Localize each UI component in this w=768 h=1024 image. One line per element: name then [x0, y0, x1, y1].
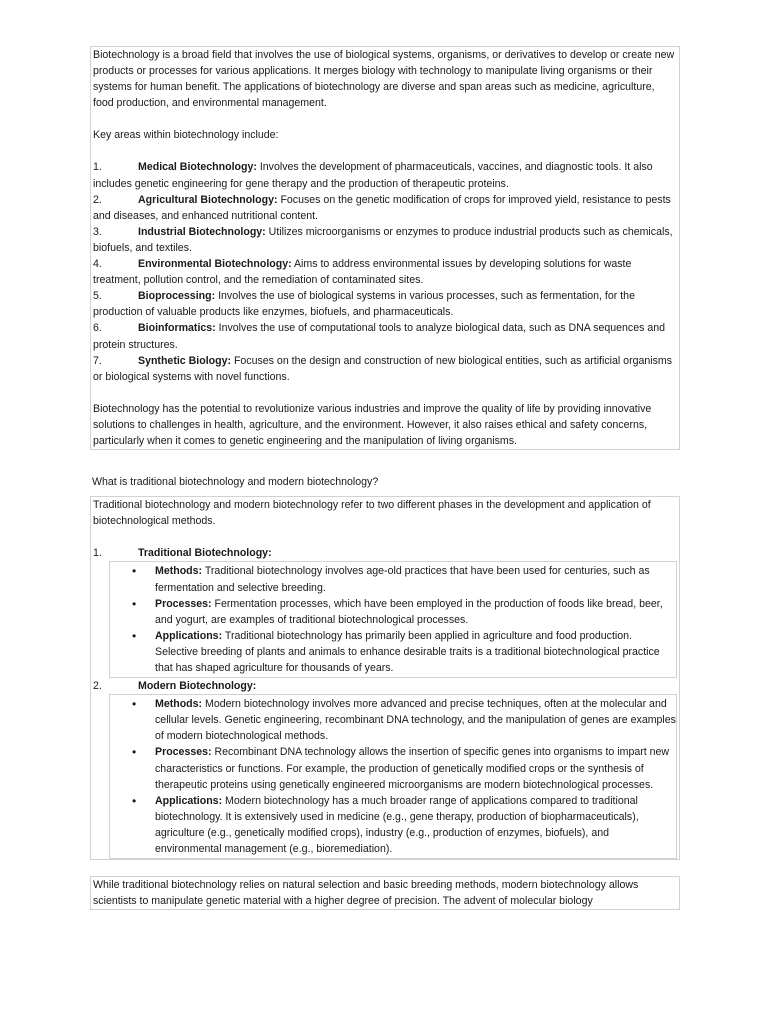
list-item: 4. Environmental Biotechnology: Aims to address environmental issues by developing solutions for waste treatment, pollution control, and the remediation of contaminated sites.	[93, 258, 632, 287]
list-item: 2. Agricultural Biotechnology: Focuses on the genetic modification of crops for improved yield, resistance to pests and diseases, and enhanced nutritional content.	[93, 193, 671, 222]
intro-closing: Biotechnology has the potential to revolutionize various industries and improve the quality of life by providing innovative solutions to challenges in health, agriculture, and the environment. However, it also raises ethical and safety concerns, particularly when it comes to genetic engineering and the manipulation of living organisms.	[93, 402, 652, 447]
list-item: 7. Synthetic Biology: Focuses on the design and construction of new biological entities, such as artificial organisms or biological systems with novel functions.	[93, 354, 673, 383]
list-item: • Applications: Traditional biotechnology has primarily been applied in agriculture and food production. Selective breeding of plants and animals to enhance desirable traits is a traditional biotechnological practice that has shaped agriculture for thousands of years.	[110, 628, 676, 676]
modern-bullets	[109, 694, 677, 859]
section-title-modern: 2. Modern Biotechnology:	[93, 680, 257, 693]
question-heading: What is traditional biotechnology and modern biotechnology?	[92, 476, 379, 489]
list-item: 5. Bioprocessing: Involves the use of biological systems in various processes, such as fermentation, for the production of valuable products like enzymes, biofuels, and pharmaceuticals.	[93, 290, 635, 319]
section-title-traditional: 1. Traditional Biotechnology:	[93, 547, 272, 560]
list-item: 6. Bioinformatics: Involves the use of computational tools to analyze biological data, such as DNA sequences and protein structures.	[93, 322, 666, 351]
final-section	[90, 876, 680, 910]
key-areas-heading: Key areas within biotechnology include:	[93, 129, 279, 142]
intro-paragraph: Biotechnology is a broad field that involves the use of biological systems, organisms, or derivatives to develop or create new products or processes for various applications. It merges biology with technology to manipulate living organisms or their systems for human benefit. The applications of biotechnology are diverse and span areas such as medicine, agriculture, food production, and environmental management.	[93, 49, 675, 110]
list-item: • Applications: Modern biotechnology has a much broader range of applications compared to traditional biotechnology. It is extensively used in medicine (e.g., gene therapy, production of biopharmaceuticals), agriculture (e.g., genetically modified crops), industry (e.g., production of enzymes, biofuels), and environmental management (e.g., bioremediation).	[110, 793, 676, 857]
list-item: 3. Industrial Biotechnology: Utilizes microorganisms or enzymes to produce industrial products such as chemicals, biofuels, and textiles.	[93, 225, 673, 254]
intro-section	[90, 46, 680, 450]
final-paragraph: While traditional biotechnology relies on natural selection and basic breeding methods, modern biotechnology allows scientists to manipulate genetic material with a higher degree of precision. The advent of molecular biology	[93, 879, 639, 908]
answer-section	[90, 496, 680, 860]
answer-intro: Traditional biotechnology and modern biotechnology refer to two different phases in the development and application of biotechnological methods.	[93, 499, 651, 528]
list-item: 1. Medical Biotechnology: Involves the development of pharmaceuticals, vaccines, and diagnostic tools. It also includes genetic engineering for gene therapy and the production of therapeutic proteins.	[93, 161, 653, 190]
key-areas-list	[93, 159, 677, 384]
list-item: • Methods: Modern biotechnology involves more advanced and precise techniques, often at the molecular and cellular levels. Genetic engineering, recombinant DNA technology, and the manipulation of genes are examples of modern biotechnological methods.	[110, 696, 676, 744]
list-item: • Processes: Fermentation processes, which have been employed in the production of foods like bread, beer, and yogurt, are examples of traditional biotechnological processes.	[110, 596, 676, 628]
list-item: • Processes: Recombinant DNA technology allows the insertion of specific genes into organisms to impart new characteristics or functions. For example, the production of genetically modified crops or the synthesis of therapeutic proteins using genetically engineered microorganisms are modern biotechnological processes.	[110, 744, 676, 792]
traditional-bullets	[109, 561, 677, 678]
list-item: • Methods: Traditional biotechnology involves age-old practices that have been used for centuries, such as fermentation and selective breeding.	[110, 563, 676, 595]
document-page	[90, 46, 680, 910]
